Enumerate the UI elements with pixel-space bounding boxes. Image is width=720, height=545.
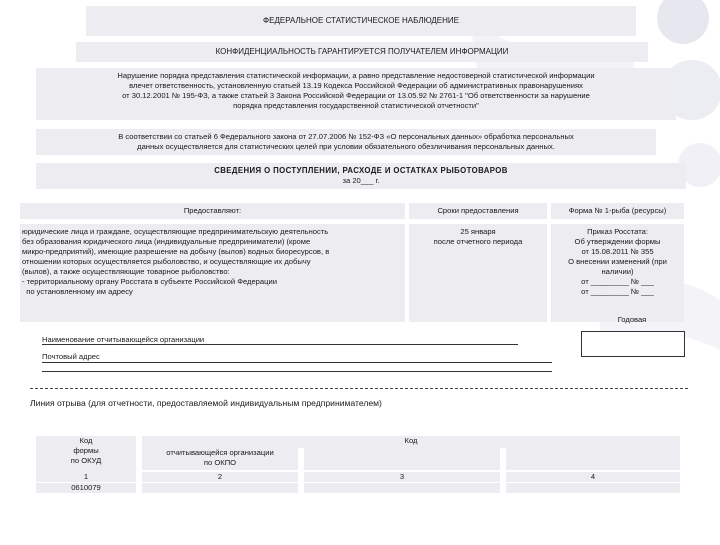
- code-header-label: Код: [404, 436, 418, 445]
- deadline-date: 25 января: [460, 227, 496, 236]
- column-number-1: [36, 472, 136, 482]
- violation-notice: [36, 68, 676, 120]
- federal-observation-title: ФЕДЕРАЛЬНОЕ СТАТИСТИЧЕСКОЕ НАБЛЮДЕНИЕ: [263, 16, 459, 25]
- submitters-line: отношении которых осуществляется рыболовство, и осуществляющие их добычу: [22, 257, 311, 266]
- deadlines-header: [409, 203, 547, 219]
- period-value: Годовая: [617, 315, 647, 324]
- code-column-4-header: [506, 448, 680, 470]
- column-number-4: [506, 472, 680, 482]
- okud-header-line: формы: [73, 446, 99, 455]
- form-approval-line: Об утверждении формы: [574, 237, 661, 246]
- okud-value: 0610079: [71, 483, 101, 492]
- form-header: [551, 203, 684, 219]
- form-approval-line: от _________ № ___: [581, 277, 654, 286]
- form-approval-line: от 15.08.2011 № 355: [581, 247, 654, 256]
- personal-data-notice: [36, 129, 656, 155]
- confidentiality-header: [76, 42, 648, 62]
- personal-data-notice-line: В соответствии со статьей 6 Федерального закона от 27.07.2006 № 152-ФЗ «О персональных данных» обработка персональных: [118, 132, 574, 141]
- okud-header-line: по ОКУД: [70, 456, 102, 465]
- tear-off-text: Линия отрыва (для отчетности, предоставляемой индивидуальным предпринимателем): [30, 398, 382, 408]
- submitters-line: по установленному им адресу: [22, 287, 133, 296]
- column-number-1-text: 1: [83, 472, 89, 481]
- deadlines-body: [409, 224, 547, 322]
- postal-line[interactable]: [42, 362, 552, 363]
- form-approval-line: О внесении изменений (при: [568, 257, 667, 266]
- violation-notice-line: порядка представления государственной статистической отчетности": [233, 101, 479, 110]
- tear-off-line: [30, 388, 688, 389]
- code-header: [142, 436, 680, 448]
- report-title: СВЕДЕНИЯ О ПОСТУПЛЕНИИ, РАСХОДЕ И ОСТАТКАХ РЫБОТОВАРОВ: [214, 166, 508, 175]
- violation-notice-line: Нарушение порядка представления статистической информации, а равно представление недостоверной статистической информации: [117, 71, 595, 80]
- report-title-block: [36, 163, 686, 189]
- violation-notice-line: влечет ответственность, установленную статьей 13.19 Кодекса Российской Федерации об административных правонарушениях: [129, 81, 583, 90]
- org-name-text: Наименование отчитывающейся организации: [42, 335, 205, 344]
- submitters-line: микро-предприятий), имеющие разрешение на добычу (вылов) водных биоресурсов, в: [22, 247, 330, 256]
- submitters-line: (вылов), а также осуществляющие товарное рыболовство:: [22, 267, 230, 276]
- okud-value-cell: [36, 483, 136, 493]
- period-code-box[interactable]: [581, 331, 685, 357]
- code-4-value-cell[interactable]: [506, 483, 680, 493]
- form-approval-line: от _________ № ___: [581, 287, 654, 296]
- code-column-3-header: [304, 448, 500, 470]
- submitters-line: без образования юридического лица (индивидуальные предприниматели) (кроме: [22, 237, 311, 246]
- okud-code-header: [36, 436, 136, 472]
- code-3-value-cell[interactable]: [304, 483, 500, 493]
- personal-data-notice-line: данных осуществляется для статистических целей при условии обязательного обезличивания персональных данных.: [137, 142, 555, 151]
- form-approval-line: Приказ Росстата:: [587, 227, 648, 236]
- federal-observation-header: [86, 6, 636, 36]
- form-body: [551, 224, 684, 322]
- submitters-body: [20, 224, 405, 322]
- okpo-code-header: [142, 448, 298, 470]
- column-number-2-text: 2: [217, 472, 223, 481]
- column-number-3: [304, 472, 500, 482]
- column-number-2: [142, 472, 298, 482]
- deadlines-header-label: Сроки предоставления: [437, 206, 519, 215]
- report-period: за 20___ г.: [342, 176, 380, 185]
- okud-header-line: Код: [79, 436, 93, 445]
- submitters-header-label: Предоставляют:: [183, 206, 242, 215]
- okpo-value-cell[interactable]: [142, 483, 298, 493]
- postal-underline: [42, 371, 552, 372]
- form-header-label: Форма № 1-рыба (ресурсы): [568, 206, 667, 215]
- submitters-line: юридические лица и граждане, осуществляющие предпринимательскую деятельность: [22, 227, 329, 236]
- violation-notice-line: от 30.12.2001 № 195-ФЗ, а также статьей 3 Закона Российской Федерации от 13.05.92 № 2761-1 "Об ответственности за нарушение: [122, 91, 590, 100]
- confidentiality-text: КОНФИДЕНЦИАЛЬНОСТЬ ГАРАНТИРУЕТСЯ ПОЛУЧАТЕЛЕМ ИНФОРМАЦИИ: [215, 47, 509, 56]
- submitters-line: - территориальному органу Росстата в субъекте Российской Федерации: [22, 277, 277, 286]
- deadline-note: после отчетного периода: [433, 237, 523, 246]
- postal-label: [42, 352, 512, 362]
- column-number-4-text: 4: [590, 472, 596, 481]
- okpo-header-line: по ОКПО: [203, 458, 237, 467]
- tear-off-label: [30, 398, 680, 409]
- okpo-header-line: отчитывающейся организации: [166, 448, 274, 457]
- period-label: [580, 315, 684, 327]
- org-name-line[interactable]: [42, 344, 518, 345]
- submitters-header: [20, 203, 405, 219]
- postal-text: Почтовый адрес: [42, 352, 100, 361]
- column-number-3-text: 3: [399, 472, 405, 481]
- form-approval-line: наличии): [601, 267, 634, 276]
